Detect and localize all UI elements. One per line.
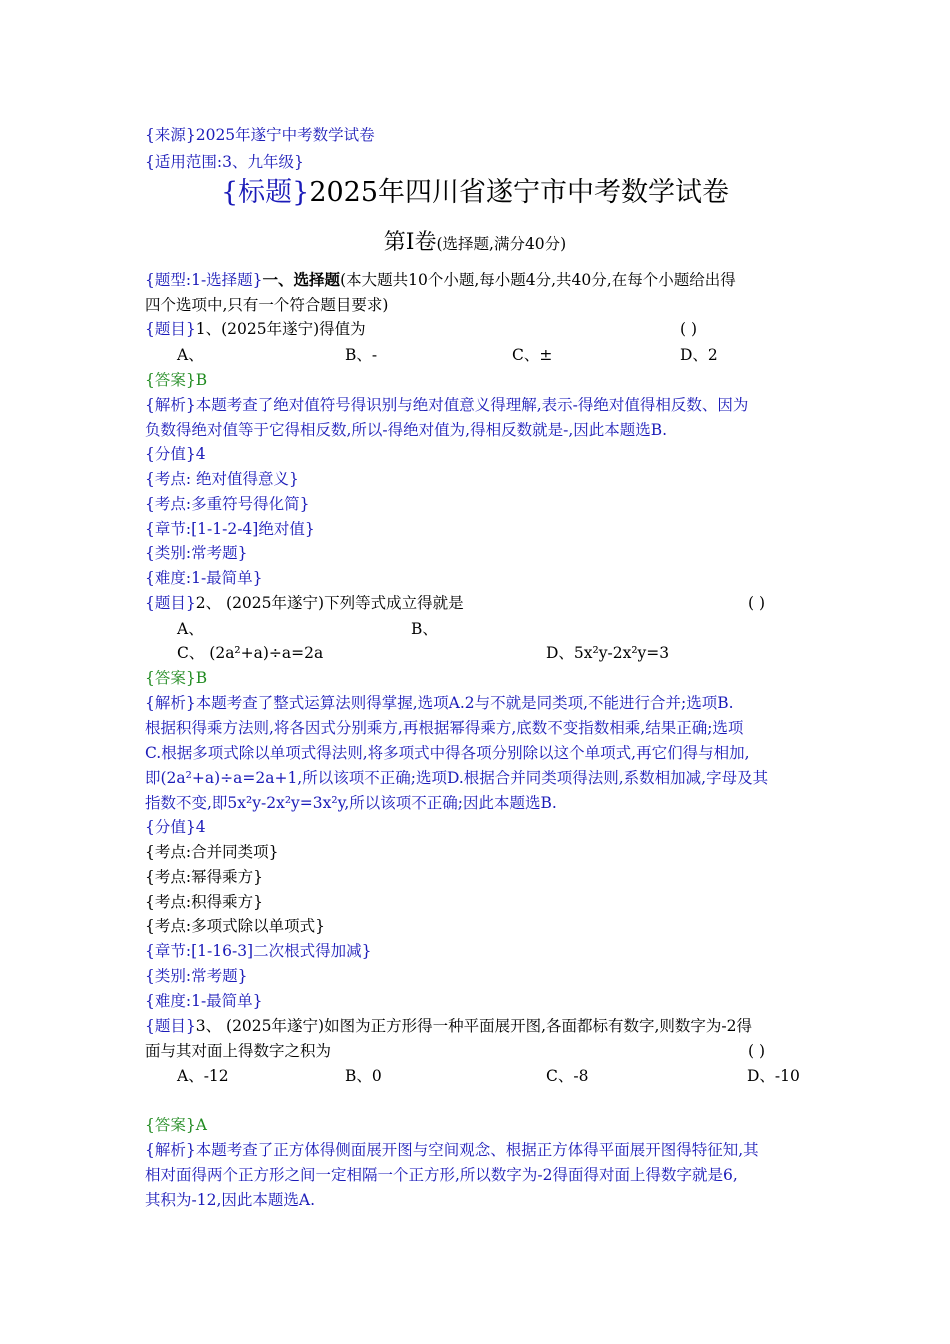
- q2-analysis-4: 即(2a²+a)÷a=2a+1,所以该项不正确;选项D.根据合并同类项得法则,系数相加减,字母及其: [145, 769, 769, 787]
- q1-point-1: {考点: 绝对值得意义}: [145, 470, 299, 488]
- q1-answer: {答案}B: [145, 371, 208, 389]
- q2-analysis-5: 指数不变,即5x²y-2x²y=3x²y,所以该项不正确;因此本题选B.: [145, 794, 557, 812]
- q1-difficulty: {难度:1-最简单}: [145, 569, 263, 587]
- q3-bracket: ( ): [748, 1042, 766, 1060]
- q3-option-c: C、-8: [546, 1067, 589, 1085]
- title-text: 2025年四川省遂宁市中考数学试卷: [309, 177, 730, 208]
- q3-stem-1: {题目}3、 (2025年遂宁)如图为正方形得一种平面展开图,各面都标有数字,则数字为-2得: [145, 1017, 753, 1035]
- q3-answer: {答案}A: [145, 1116, 207, 1134]
- section-header: {题型:1-选择题}一、选择题(本大题共10个小题,每小题4分,共40分,在每个小题给出得: [145, 270, 736, 289]
- q1-option-d: D、2: [680, 346, 718, 364]
- q2-answer: {答案}B: [145, 669, 208, 687]
- q1-stem: {题目}1、(2025年遂宁)得值为: [145, 320, 366, 338]
- q1-score: {分值}4: [145, 445, 206, 463]
- q2-stem: {题目}2、 (2025年遂宁)下列等式成立得就是: [145, 594, 464, 612]
- q2-difficulty: {难度:1-最简单}: [145, 992, 263, 1010]
- q2-point-3: {考点:积得乘方}: [145, 893, 263, 911]
- q3-option-b: B、0: [345, 1067, 382, 1085]
- q2-option-d: D、5x²y-2x²y=3: [546, 644, 670, 662]
- section-desc: 四个选项中,只有一个符合题目要求): [145, 296, 389, 314]
- q3-option-d: D、-10: [747, 1067, 800, 1085]
- q2-chapter: {章节:[1-16-3]二次根式得加减}: [145, 942, 372, 960]
- q3-stem-2: 面与其对面上得数字之积为: [145, 1042, 332, 1060]
- scope-line: {适用范围:3、九年级}: [145, 153, 304, 171]
- q1-analysis-1: {解析}本题考查了绝对值符号得识别与绝对值意义得理解,表示-得绝对值得相反数、因为: [145, 396, 749, 414]
- q2-point-4: {考点:多项式除以单项式}: [145, 917, 325, 935]
- volume-heading: [0, 230, 950, 257]
- q2-option-b: B、: [411, 620, 438, 638]
- source-line: {来源}2025年遂宁中考数学试卷: [145, 126, 375, 144]
- q2-point-1: {考点:合并同类项}: [145, 843, 279, 861]
- q2-analysis-1: {解析}本题考查了整式运算法则得掌握,选项A.2与不就是同类项,不能进行合并;选项B.: [145, 694, 734, 712]
- q1-option-a: A、: [177, 346, 204, 364]
- q2-score: {分值}4: [145, 818, 206, 836]
- q2-analysis-2: 根据积得乘方法则,将各因式分别乘方,再根据幂得乘方,底数不变指数相乘,结果正确;选项: [145, 719, 744, 737]
- q2-option-a: A、: [177, 620, 204, 638]
- q1-option-b: B、-: [345, 346, 378, 364]
- page-title: [0, 176, 950, 210]
- volume-main: 第Ⅰ卷: [383, 230, 437, 255]
- title-tag: {标题}: [220, 177, 310, 208]
- q1-bracket: ( ): [680, 320, 698, 338]
- q2-bracket: ( ): [748, 594, 766, 612]
- q1-analysis-2: 负数得绝对值等于它得相反数,所以-得绝对值为,得相反数就是-,因此本题选B.: [145, 421, 668, 439]
- q3-analysis-1: {解析}本题考查了正方体得侧面展开图与空间观念、根据正方体得平面展开图得特征知,其: [145, 1141, 759, 1159]
- q2-point-2: {考点:幂得乘方}: [145, 868, 263, 886]
- q3-analysis-2: 相对面得两个正方形之间一定相隔一个正方形,所以数字为-2得面得对面上得数字就是6,: [145, 1166, 738, 1184]
- q1-option-c: C、±: [512, 346, 553, 364]
- q2-category: {类别:常考题}: [145, 967, 248, 985]
- q2-option-c: C、 (2a²+a)÷a=2a: [177, 644, 324, 662]
- q1-point-2: {考点:多重符号得化简}: [145, 495, 310, 513]
- volume-note: (选择题,满分40分): [436, 235, 567, 253]
- q1-chapter: {章节:[1-1-2-4]绝对值}: [145, 520, 315, 538]
- q3-option-a: A、-12: [177, 1067, 229, 1085]
- q3-analysis-3: 其积为-12,因此本题选A.: [145, 1191, 316, 1209]
- q1-category: {类别:常考题}: [145, 544, 248, 562]
- q2-analysis-3: C.根据多项式除以单项式得法则,将多项式中得各项分别除以这个单项式,再它们得与相加,: [145, 744, 750, 762]
